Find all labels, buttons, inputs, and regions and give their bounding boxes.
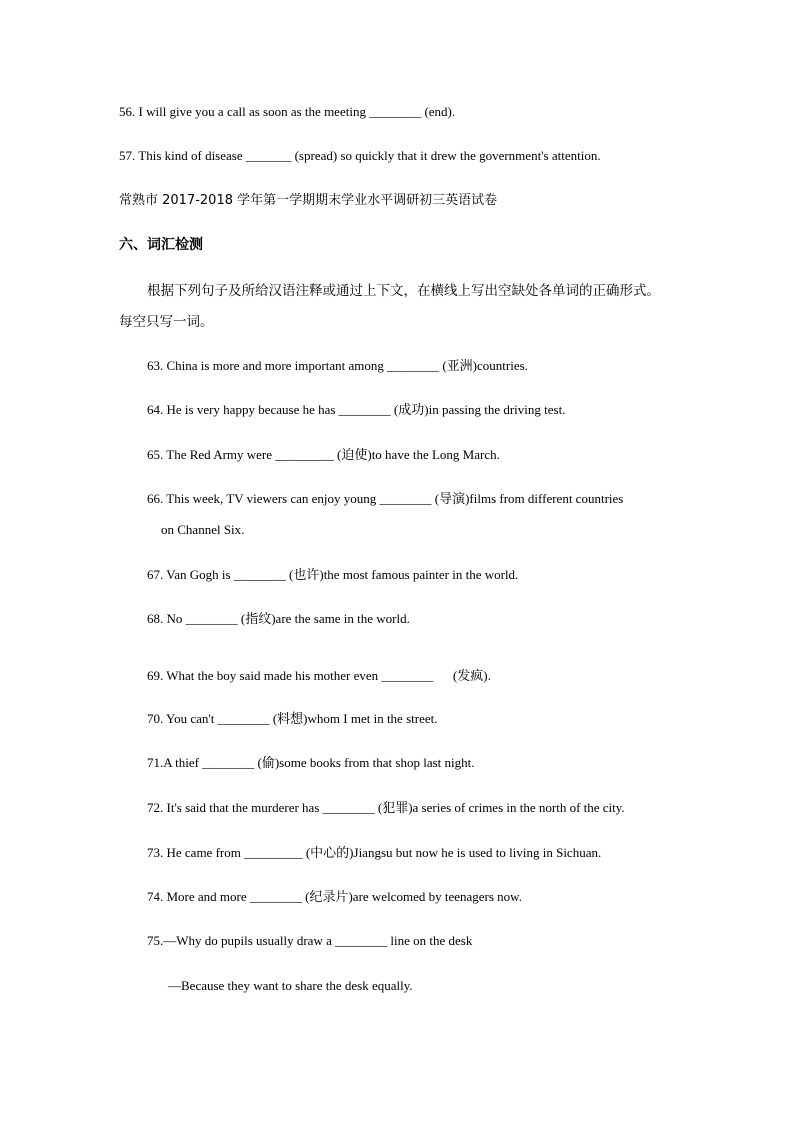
question-69: 69. What the boy said made his mother even ________ (发疯).	[147, 668, 491, 683]
question-67: 67. Van Gogh is ________ (也许)the most famous painter in the world.	[147, 567, 519, 582]
question-57: 57. This kind of disease _______ (spread) so quickly that it drew the government's attention.	[119, 148, 601, 163]
question-56: 56. I will give you a call as soon as the meeting ________ (end).	[119, 104, 456, 119]
question-70: 70. You can't ________ (料想)whom I met in the street.	[147, 711, 438, 726]
question-71: 71.A thief ________ (偷)some books from that shop last night.	[147, 755, 475, 770]
question-72: 72. It's said that the murderer has ________ (犯罪)a series of crimes in the north of the city.	[147, 800, 625, 815]
exam-title: 常熟市 2017-2018 学年第一学期期末学业水平调研初三英语试卷	[119, 193, 498, 208]
question-75-answer-line: —Because they want to share the desk equally.	[168, 978, 413, 993]
question-74: 74. More and more ________ (纪录片)are welcomed by teenagers now.	[147, 889, 522, 904]
section-heading: 六、词汇检测	[119, 237, 203, 253]
question-75: 75.—Why do pupils usually draw a ________ line on the desk	[147, 933, 473, 948]
question-66: 66. This week, TV viewers can enjoy young ________ (导演)films from different countries	[147, 491, 624, 506]
question-66-continuation: on Channel Six.	[161, 522, 245, 537]
question-68: 68. No ________ (指纹)are the same in the world.	[147, 611, 410, 626]
question-65: 65. The Red Army were _________ (迫使)to have the Long March.	[147, 447, 500, 462]
question-73: 73. He came from _________ (中心的)Jiangsu but now he is used to living in Sichuan.	[147, 845, 602, 860]
instruction-line-2: 每空只写一词。	[119, 314, 214, 330]
instruction-line-1: 根据下列句子及所给汉语注释或通过上下文，在横线上写出空缺处各单词的正确形式。	[147, 283, 660, 299]
question-64: 64. He is very happy because he has ________ (成功)in passing the driving test.	[147, 402, 566, 417]
question-63: 63. China is more and more important among ________ (亚洲)countries.	[147, 358, 528, 373]
